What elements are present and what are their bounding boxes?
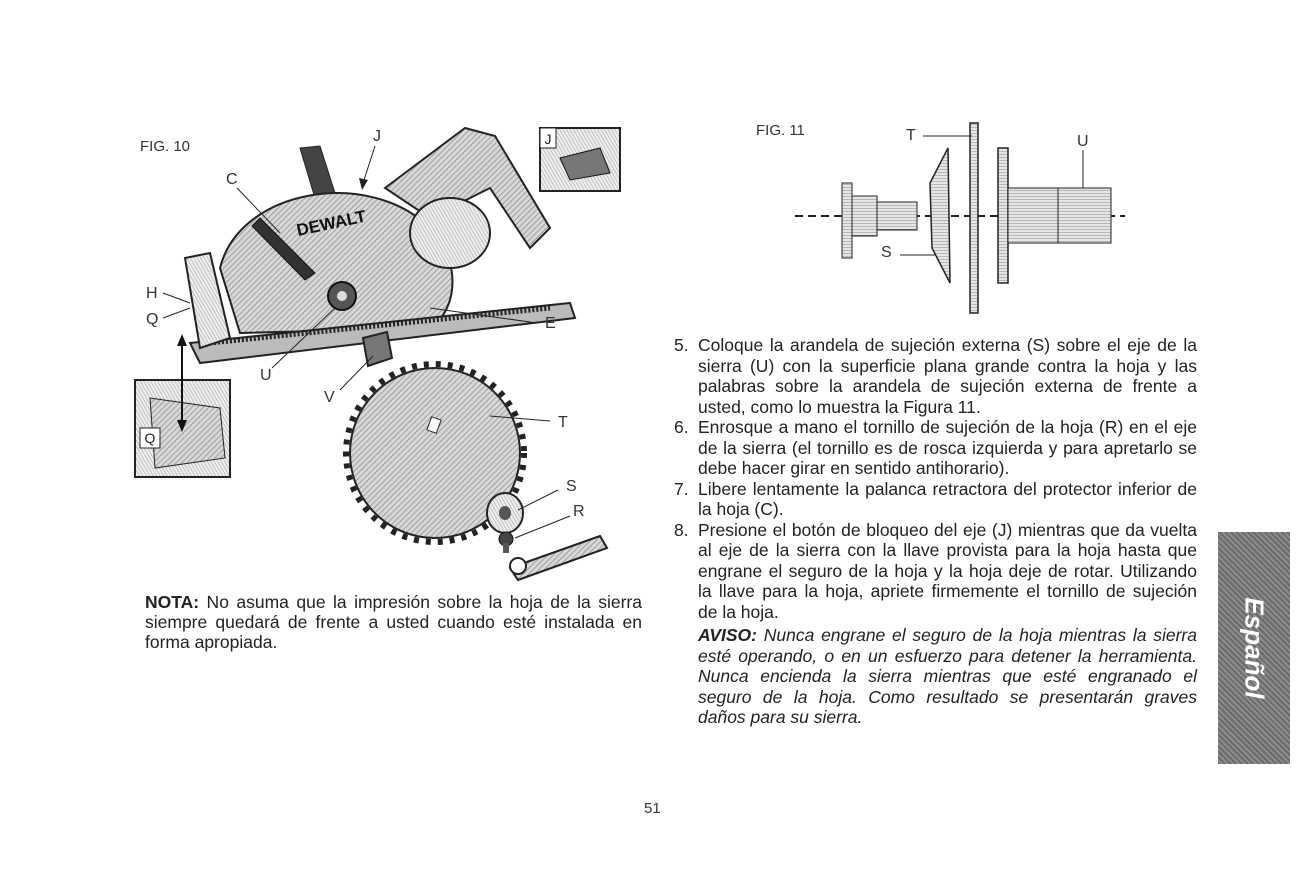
fig10-label: FIG. 10 xyxy=(140,138,191,155)
bevel-lever-detail xyxy=(150,398,225,468)
callout-r: R xyxy=(573,503,585,520)
fig11-callout-s: S xyxy=(881,244,892,261)
arbor-collar xyxy=(1008,188,1058,243)
callout-u: U xyxy=(260,367,272,384)
callout-v: V xyxy=(324,389,335,406)
bolt-head xyxy=(842,183,852,258)
step-item xyxy=(674,417,1197,479)
bolt-thread xyxy=(877,202,917,230)
aviso-label: AVISO: xyxy=(698,625,757,645)
fig11-callout-t: T xyxy=(906,127,916,144)
language-tab xyxy=(1218,532,1290,764)
arbor-shaft xyxy=(1058,188,1111,243)
aviso-text: Nunca engrane el seguro de la hoja mientras la sierra esté operando, o en un esfuerzo para detener la herramienta. Nunca encienda la sierra mientras que esté engranado el seguro de la hoja. Como resultado se presentarán graves daños para su sierra. xyxy=(698,625,1197,727)
wrench-hole xyxy=(510,558,526,574)
leader-h xyxy=(163,293,190,303)
step-number: 7. xyxy=(674,478,689,499)
page-number: 51 xyxy=(644,800,661,817)
leader-r xyxy=(515,516,570,538)
saw-front-knob xyxy=(300,146,335,198)
motor-housing xyxy=(410,198,490,268)
fig11-label: FIG. 11 xyxy=(756,122,805,139)
arrow-head-up xyxy=(177,334,187,346)
arbor-flange xyxy=(998,148,1008,283)
step-number: 6. xyxy=(674,417,689,437)
leader-v xyxy=(340,356,373,390)
callout-t: T xyxy=(558,414,568,431)
saw-illustration xyxy=(130,118,650,588)
figure-11 xyxy=(740,118,1140,323)
nota-text: No asuma que la impresión sobre la hoja de la sierra siempre quedará de frente a usted cuando esté instalada en forma apropiada. xyxy=(145,592,642,652)
step-text: Enrosque a mano el tornillo de sujeción de la hoja (R) en el eje de la sierra (el tornillo es de rosca izquierda y para apretarlo se debe hacer girar en sentido antihorario). xyxy=(698,417,1197,478)
outer-washer-section xyxy=(930,148,950,283)
blade-bolt xyxy=(499,532,513,553)
leader-q xyxy=(163,308,190,318)
leader-j xyxy=(363,146,375,183)
step-item xyxy=(674,520,1197,623)
step-text: Coloque la arandela de sujeción externa (S) sobre el eje de la sierra (U) con la superficie plana grande contra la hoja y las palabras sobre la arandela de sujeción externa de frente a usted, como lo muestra la Figura 11. xyxy=(698,335,1197,417)
blade-section xyxy=(970,123,978,313)
blade-wrench xyxy=(510,536,607,580)
callout-q: Q xyxy=(146,311,159,328)
inner-washer xyxy=(363,332,392,366)
callout-j: J xyxy=(373,128,381,145)
leader-j-arrow xyxy=(359,178,368,190)
language-tab-label: Español xyxy=(1239,597,1270,699)
step-number: 5. xyxy=(674,335,689,355)
fig11-callout-u: U xyxy=(1077,133,1089,150)
brand-logo: DEWALT xyxy=(294,206,368,240)
aviso-warning xyxy=(698,625,1197,728)
nota-paragraph xyxy=(145,592,642,652)
instruction-steps xyxy=(674,335,1197,622)
step-text: Libere lentamente la palanca retractora del protector inferior de la hoja (C). xyxy=(698,478,1197,519)
inset-j-letter: J xyxy=(544,131,552,147)
figure-10 xyxy=(130,118,650,588)
step-item xyxy=(674,479,1197,520)
callout-e: E xyxy=(545,315,556,332)
bolt-flange xyxy=(852,196,877,236)
inset-q-letter: Q xyxy=(144,430,156,446)
leader-s xyxy=(518,490,558,510)
step-item xyxy=(674,335,1197,417)
callout-h: H xyxy=(146,285,158,302)
nota-label: NOTA: xyxy=(145,592,200,612)
spindle-center xyxy=(337,291,347,301)
step-number: 8. xyxy=(674,519,689,540)
outer-washer xyxy=(487,493,523,533)
callout-s: S xyxy=(566,478,577,495)
step-text: Presione el botón de bloqueo del eje (J) mientras que da vuelta al eje de la sierra con la llave provista para la hoja hasta que engrane el seguro de la hoja y la hoja deje de rotar. Utilizando la llave para la hoja, apriete firmemente el tornillo de sujeción de la hoja. xyxy=(698,519,1197,622)
callout-c: C xyxy=(226,171,238,188)
